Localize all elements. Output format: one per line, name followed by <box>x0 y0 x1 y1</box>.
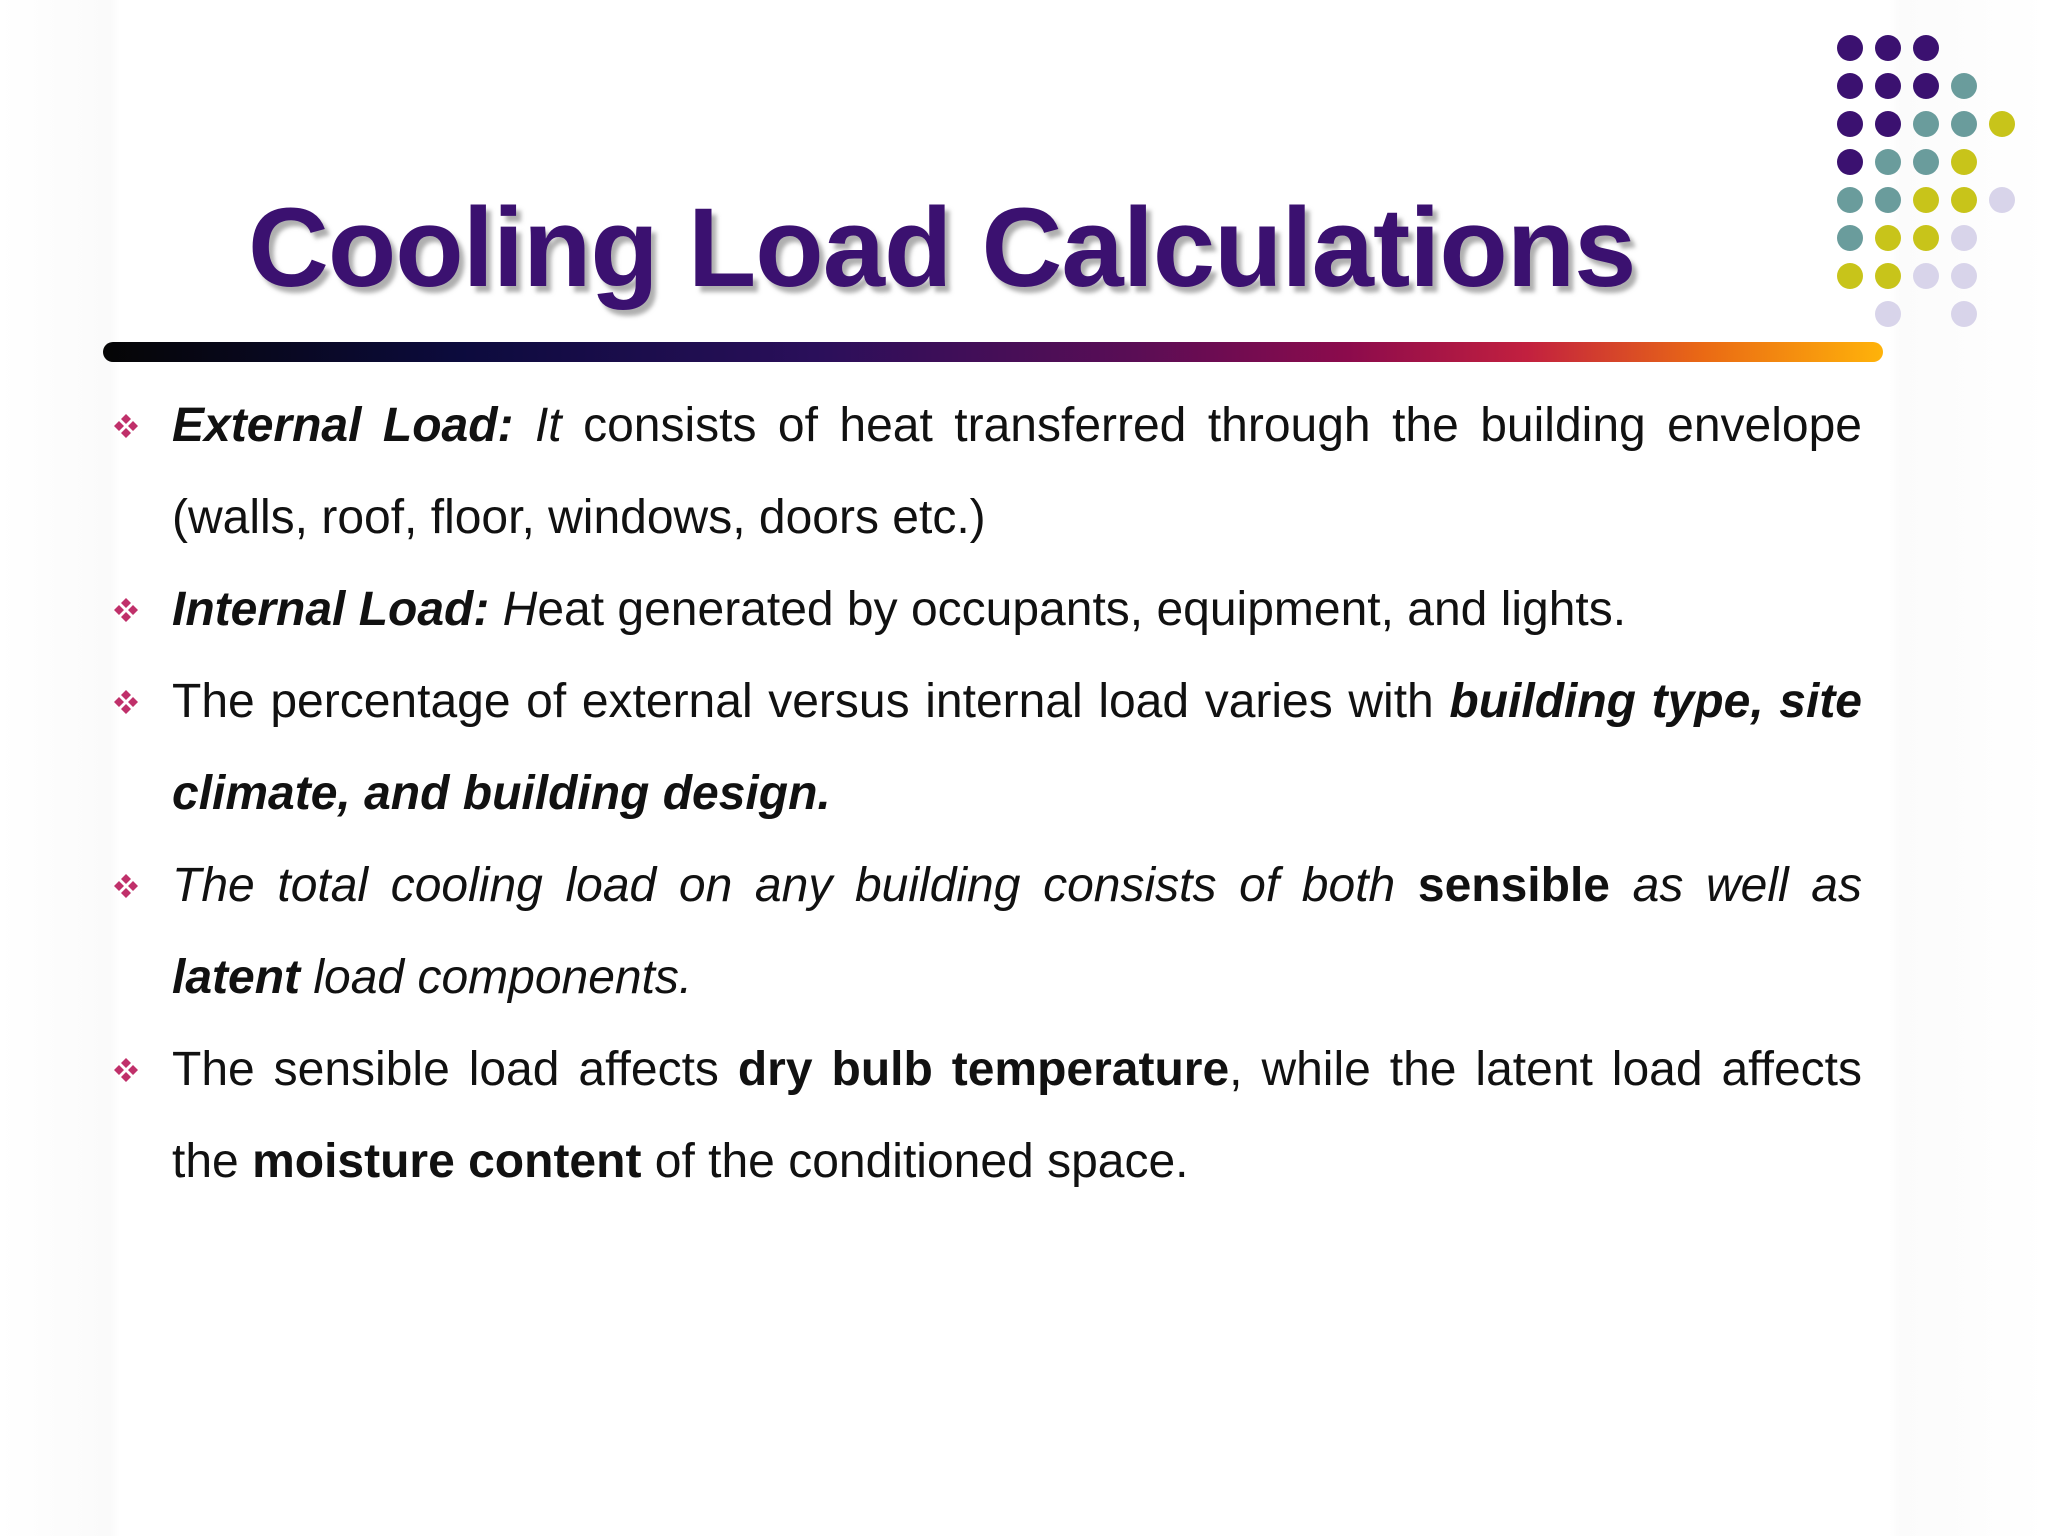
bullet-term-internal-load: Internal Load: <box>172 583 490 636</box>
four-diamond-bullet-icon <box>112 412 140 440</box>
dot-grid-row-6 <box>1837 225 1977 251</box>
dot <box>1913 35 1939 61</box>
bullet-emphasis-dry-bulb: dry bulb temperature <box>737 1043 1230 1096</box>
dot <box>1913 263 1939 289</box>
dot-grid-row-8 <box>1875 301 1977 327</box>
slide-title: Cooling Load Calculations <box>248 185 1636 310</box>
dot <box>1951 149 1977 175</box>
bullet-text-italic: H <box>489 583 538 636</box>
four-diamond-bullet-icon <box>112 1056 140 1084</box>
dot <box>1913 73 1939 99</box>
dot <box>1837 187 1863 213</box>
decorative-dot-grid <box>1820 30 2020 330</box>
dot-grid-row-2 <box>1837 73 1977 99</box>
bullet-text-italic: load components. <box>300 951 693 1004</box>
title-divider-gradient-bar <box>103 342 1883 362</box>
bullet-text-italic: The total cooling load on any building consists of both <box>172 859 1418 912</box>
dot <box>1875 263 1901 289</box>
dot <box>1875 225 1901 251</box>
four-diamond-bullet-icon <box>112 688 140 716</box>
bullet-item-total-cooling-load <box>112 840 1862 1024</box>
dot <box>1951 73 1977 99</box>
dot <box>1913 111 1939 137</box>
dot-grid-row-1 <box>1837 35 1939 61</box>
dot <box>1951 225 1977 251</box>
dot <box>1875 73 1901 99</box>
dot-grid-row-7 <box>1837 263 1977 289</box>
bullet-text: consists of heat transferred through the building envelope (walls, roof, floor, windows, doors etc.) <box>172 399 1862 544</box>
dot <box>1837 111 1863 137</box>
dot <box>1837 149 1863 175</box>
dot <box>1837 263 1863 289</box>
dot <box>1913 187 1939 213</box>
bullet-text: The percentage of external versus internal load varies with <box>172 675 1450 728</box>
dot <box>1837 73 1863 99</box>
dot <box>1989 111 2015 137</box>
dot <box>1875 111 1901 137</box>
bullet-list <box>112 380 1862 1208</box>
dot <box>1875 35 1901 61</box>
dot <box>1951 187 1977 213</box>
bullet-text: The sensible load affects <box>172 1043 738 1096</box>
bullet-text: of the conditioned space. <box>641 1135 1189 1188</box>
bullet-item-load-percentage <box>112 656 1862 840</box>
dot-grid-row-5 <box>1837 187 2015 213</box>
bullet-text <box>514 399 535 452</box>
dot <box>1913 149 1939 175</box>
bullet-text-italic: as well as <box>1609 859 1862 912</box>
bullet-text: eat generated by occupants, equipment, and lights. <box>537 583 1627 636</box>
dot <box>1875 149 1901 175</box>
bullet-item-internal-load <box>112 564 1862 656</box>
dot-grid-row-3 <box>1837 111 2015 137</box>
dot-grid-row-4 <box>1837 149 1977 175</box>
bullet-text-italic: It <box>534 399 562 452</box>
bullet-text: , while the latent load affects the <box>172 1043 1863 1188</box>
dot <box>1989 187 2015 213</box>
dot <box>1837 225 1863 251</box>
dot <box>1951 301 1977 327</box>
bullet-emphasis-moisture: moisture content <box>252 1135 642 1188</box>
bullet-emphasis-factors: building type, site climate, and building design. <box>172 675 1862 820</box>
dot <box>1875 187 1901 213</box>
dot <box>1951 111 1977 137</box>
dot <box>1951 263 1977 289</box>
dot <box>1837 35 1863 61</box>
four-diamond-bullet-icon <box>112 872 140 900</box>
dot <box>1913 225 1939 251</box>
four-diamond-bullet-icon <box>112 596 140 624</box>
bullet-item-external-load <box>112 380 1862 564</box>
dot <box>1875 301 1901 327</box>
bullet-emphasis-sensible: sensible <box>1417 859 1610 912</box>
bullet-emphasis-latent: latent <box>172 951 301 1004</box>
bullet-term-external-load: External Load: <box>172 399 514 452</box>
bullet-item-sensible-vs-latent <box>112 1024 1862 1208</box>
